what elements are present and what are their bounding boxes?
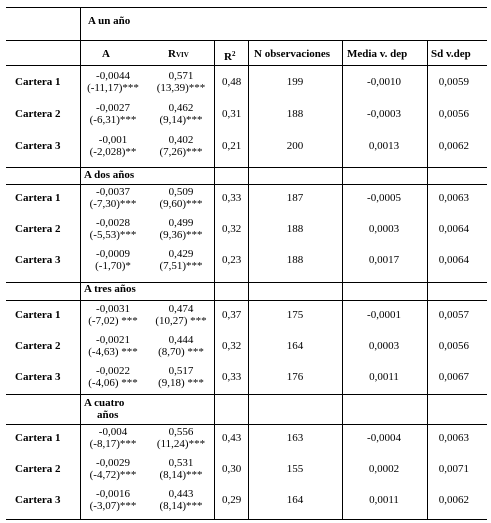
r-squared: 0,29	[222, 494, 242, 506]
n-observaciones: 200	[286, 140, 304, 152]
r2-base: R	[224, 51, 232, 63]
r-squared: 0,30	[222, 463, 242, 475]
media-v-dep: -0,0005	[367, 192, 401, 204]
r-squared: 0,33	[222, 192, 242, 204]
tstat-r-viv: (11,24)***	[156, 438, 206, 450]
n-observaciones: 163	[286, 432, 304, 444]
section-title: A tres años	[84, 283, 136, 295]
media-v-dep: -0,0004	[367, 432, 401, 444]
column-header-a: A	[102, 48, 110, 60]
coef-r-viv: 0,402	[168, 134, 194, 146]
sd-v-dep: 0,0059	[438, 76, 469, 88]
tstat-a: (-2,028)**	[89, 146, 137, 158]
coef-a: -0,0022	[96, 365, 130, 377]
tstat-r-viv: (13,39)***	[156, 82, 206, 94]
coef-a: -0,0031	[96, 303, 130, 315]
n-observaciones: 188	[286, 223, 304, 235]
row-label: Cartera 1	[15, 309, 61, 321]
tstat-r-viv: (8,70) ***	[158, 346, 204, 358]
row-label: Cartera 1	[15, 432, 61, 444]
coef-a: -0,0029	[96, 457, 130, 469]
coef-r-viv: 0,462	[168, 102, 194, 114]
sd-v-dep: 0,0064	[438, 254, 469, 266]
r-squared: 0,32	[222, 340, 242, 352]
tstat-r-viv: (9,18) ***	[158, 377, 204, 389]
sd-v-dep: 0,0062	[438, 140, 469, 152]
r-squared: 0,48	[222, 76, 242, 88]
tstat-r-viv: (9,14)***	[159, 114, 203, 126]
tstat-a: (-4,72)***	[89, 469, 137, 481]
coef-r-viv: 0,474	[168, 303, 194, 315]
tstat-a: (-11,17)***	[87, 82, 139, 94]
r-squared: 0,23	[222, 254, 242, 266]
media-v-dep: -0,0010	[367, 76, 401, 88]
media-v-dep: 0,0017	[368, 254, 400, 266]
coef-r-viv: 0,443	[168, 488, 194, 500]
column-divider-3	[342, 40, 343, 519]
coef-r-viv: 0,531	[168, 457, 194, 469]
media-v-dep: 0,0002	[368, 463, 400, 475]
tstat-a: (-1,70)*	[95, 260, 131, 272]
r-subscript: VIV	[175, 51, 189, 59]
table-rule-1	[6, 40, 487, 41]
row-label: Cartera 2	[15, 108, 61, 120]
r-squared: 0,33	[222, 371, 242, 383]
coef-a: -0,0028	[96, 217, 130, 229]
n-observaciones: 199	[286, 76, 304, 88]
sd-v-dep: 0,0062	[438, 494, 469, 506]
r-base: R	[168, 48, 176, 60]
sd-v-dep: 0,0056	[438, 340, 469, 352]
n-observaciones: 164	[286, 340, 304, 352]
table-rule-8	[6, 424, 487, 425]
tstat-r-viv: (8,14)***	[159, 469, 203, 481]
coef-r-viv: 0,517	[168, 365, 194, 377]
column-divider-4	[427, 40, 428, 519]
row-label: Cartera 1	[15, 192, 61, 204]
n-observaciones: 175	[286, 309, 304, 321]
coef-a: -0,001	[98, 134, 128, 146]
media-v-dep: 0,0013	[368, 140, 400, 152]
tstat-r-viv: (8,14)***	[159, 500, 203, 512]
row-label: Cartera 3	[15, 494, 61, 506]
media-v-dep: -0,0003	[367, 108, 401, 120]
section-title: A dos años	[84, 169, 135, 181]
sd-v-dep: 0,0063	[438, 432, 469, 444]
tstat-a: (-8,17)***	[89, 438, 137, 450]
r-squared: 0,31	[222, 108, 242, 120]
coef-r-viv: 0,429	[168, 248, 194, 260]
r-squared: 0,21	[222, 140, 242, 152]
row-label: Cartera 3	[15, 254, 61, 266]
coef-a: -0,0044	[96, 70, 130, 82]
table-rule-4	[6, 184, 487, 185]
section-title: A un año	[88, 15, 131, 27]
row-label: Cartera 3	[15, 140, 61, 152]
coef-a: -0,0021	[96, 334, 130, 346]
r-squared: 0,43	[222, 432, 242, 444]
row-label: Cartera 2	[15, 340, 61, 352]
tstat-a: (-5,53)***	[89, 229, 137, 241]
tstat-a: (-3,07)***	[89, 500, 137, 512]
row-label: Cartera 2	[15, 223, 61, 235]
n-observaciones: 155	[286, 463, 304, 475]
column-divider-2	[248, 40, 249, 519]
sd-v-dep: 0,0063	[438, 192, 469, 204]
n-observaciones: 188	[286, 108, 304, 120]
tstat-a: (-7,30)***	[89, 198, 137, 210]
tstat-r-viv: (9,60)***	[159, 198, 203, 210]
coef-a: -0,0027	[96, 102, 130, 114]
tstat-r-viv: (9,36)***	[159, 229, 203, 241]
sd-v-dep: 0,0067	[438, 371, 469, 383]
table-rule-2	[6, 65, 487, 66]
table-rule-7	[6, 394, 487, 395]
column-header-sd: Sd v.dep	[431, 48, 471, 60]
n-observaciones: 187	[286, 192, 304, 204]
section-title: años	[97, 409, 119, 421]
media-v-dep: 0,0011	[369, 494, 399, 506]
section-title: A cuatro	[84, 397, 125, 409]
column-header-r2	[224, 48, 235, 64]
media-v-dep: -0,0001	[367, 309, 401, 321]
tstat-a: (-4,06) ***	[88, 377, 138, 389]
coef-r-viv: 0,571	[168, 70, 194, 82]
tstat-a: (-4,63) ***	[88, 346, 138, 358]
column-header-r-viv	[168, 48, 189, 62]
sd-v-dep: 0,0071	[438, 463, 469, 475]
coef-a: -0,0009	[96, 248, 130, 260]
table-rule-6	[6, 300, 487, 301]
coef-a: -0,0037	[96, 186, 130, 198]
media-v-dep: 0,0003	[368, 340, 400, 352]
table-rule-3	[6, 167, 487, 168]
tstat-r-viv: (7,51)***	[159, 260, 203, 272]
table-rule-0	[6, 7, 487, 8]
row-label: Cartera 2	[15, 463, 61, 475]
n-observaciones: 176	[286, 371, 304, 383]
coef-a: -0,0016	[96, 488, 130, 500]
column-header-media: Media v. dep	[347, 48, 408, 60]
r-squared: 0,37	[222, 309, 242, 321]
coef-r-viv: 0,556	[168, 426, 194, 438]
tstat-r-viv: (10,27) ***	[155, 315, 207, 327]
coef-a: -0,004	[98, 426, 128, 438]
row-label: Cartera 3	[15, 371, 61, 383]
table-rule-5	[6, 282, 487, 283]
r2-superscript: 2	[231, 50, 236, 58]
coef-r-viv: 0,509	[168, 186, 194, 198]
coef-r-viv: 0,444	[168, 334, 194, 346]
column-header-n-observaciones: N observaciones	[254, 48, 331, 60]
sd-v-dep: 0,0056	[438, 108, 469, 120]
n-observaciones: 188	[286, 254, 304, 266]
tstat-a: (-7,02) ***	[88, 315, 138, 327]
table-rule-9	[6, 519, 487, 520]
sd-v-dep: 0,0057	[438, 309, 469, 321]
media-v-dep: 0,0003	[368, 223, 400, 235]
tstat-a: (-6,31)***	[89, 114, 137, 126]
n-observaciones: 164	[286, 494, 304, 506]
tstat-r-viv: (7,26)***	[159, 146, 203, 158]
coef-r-viv: 0,499	[168, 217, 194, 229]
row-label: Cartera 1	[15, 76, 61, 88]
r-squared: 0,32	[222, 223, 242, 235]
sd-v-dep: 0,0064	[438, 223, 469, 235]
media-v-dep: 0,0011	[369, 371, 399, 383]
